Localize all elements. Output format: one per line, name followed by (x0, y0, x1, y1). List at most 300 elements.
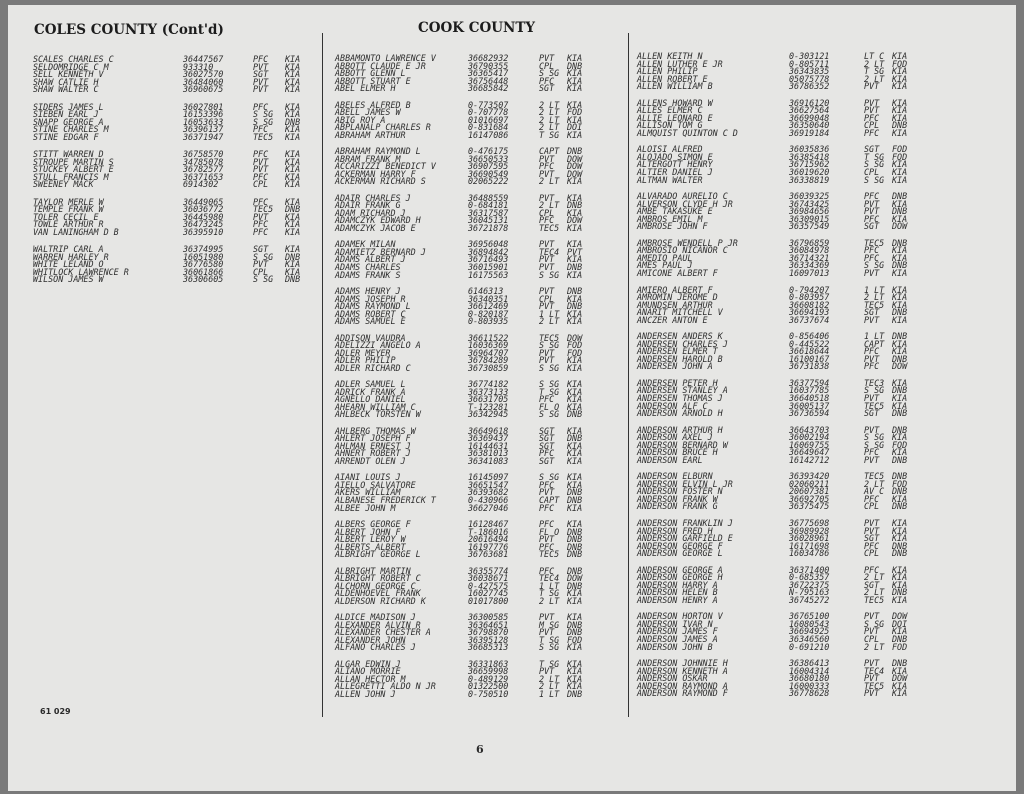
entry-serial-number: 36395128 (468, 634, 509, 645)
entry-status: DOW (892, 611, 908, 622)
entry-name: ANDERSEN THOMAS J (637, 392, 723, 403)
entry-status: KIA (892, 51, 908, 61)
entry-status: PVT (567, 246, 583, 257)
entry-status: KIA (892, 292, 908, 303)
entry-status: KIA (567, 595, 583, 606)
entry-grade: PFC (864, 112, 880, 123)
entry-grade: TEC5 (864, 400, 885, 411)
entry-name: TAYLOR MERLE W (33, 196, 104, 207)
entry-serial-number: 36369437 (468, 433, 509, 444)
entry-status: FOD (567, 340, 583, 351)
entry-grade: TEC4 (539, 246, 560, 257)
entry-name: ANDERSON ARNOLD H (637, 408, 723, 419)
entry-status: KIA (285, 226, 301, 237)
entry-grade: PVT (253, 259, 269, 270)
entry-grade: SGT (864, 307, 880, 318)
entry-name: AMBE TAKASUKE E (637, 206, 713, 217)
entry-name: ADAMCZYK EDWARD H (335, 215, 421, 226)
entry-serial-number: 36694925 (789, 626, 830, 637)
entry-status: KIA (567, 316, 583, 327)
entry-name: ALLAN HECTOR M (335, 673, 406, 684)
entry-name: ANDERSON FRED H (637, 525, 713, 536)
entry-status: DNB (892, 120, 908, 131)
entry-name: ADLER SAMUEL L (335, 379, 406, 390)
entry-status: KIA (892, 174, 908, 185)
entry-status: KIA (892, 688, 908, 699)
entry-grade: S SG (864, 432, 885, 443)
entry-status: KIA (567, 673, 583, 684)
entry-name: ANDERSON BRUCE H (637, 447, 718, 458)
entry-grade: PVT (253, 211, 269, 222)
entry-status: KIA (567, 394, 583, 405)
entry-name: ALBANESE FREDERICK T (335, 495, 436, 506)
entry-serial-number: 01016697 (468, 114, 509, 125)
entry-name: ABBAMONTO LAWRENCE V (335, 53, 436, 63)
entry-status: DNB (892, 471, 908, 482)
entry-grade: CPL (539, 60, 555, 71)
entry-grade: PFC (539, 519, 555, 529)
entry-name: ADAMS ROBERT C (335, 308, 406, 319)
entry-serial-number: 36745272 (789, 594, 830, 605)
entry-status: KIA (567, 472, 583, 483)
entry-name: ADAMS CHARLES (335, 262, 401, 273)
entry-name: AMEDIO PAUL (637, 252, 693, 263)
entry-serial-number: 36690549 (468, 168, 509, 179)
entry-grade: CAPT (539, 146, 560, 157)
entry-serial-number: 02060211 (789, 478, 830, 489)
entry-status: DNB (892, 260, 908, 271)
entry-grade: PVT (539, 286, 555, 296)
entry-status: KIA (892, 680, 908, 691)
entry-serial-number: 16080543 (789, 618, 830, 629)
entry-status: DNB (892, 634, 908, 645)
entry-grade: TEC5 (539, 332, 560, 343)
entry-serial-number: 36395910 (183, 226, 224, 237)
entry-status: FOD (567, 107, 583, 118)
entry-serial-number: 36731838 (789, 361, 830, 372)
entry-serial-number: 36377594 (789, 377, 830, 388)
entry-grade: SGT (864, 221, 880, 232)
entry-status: DNB (892, 206, 908, 217)
entry-serial-number: 16097013 (789, 267, 830, 278)
entry-status: DNB (567, 409, 583, 420)
entry-name: ANDERSEN HAROLD B (637, 353, 723, 364)
entry-status: DNB (285, 274, 301, 285)
entry-serial-number: 933310 (183, 61, 214, 72)
entry-name: ACKERMAN HARRY F (335, 168, 416, 179)
entry-serial-number: 0-773507 (468, 99, 509, 110)
entry-status: DNB (567, 146, 583, 157)
entry-grade: PFC (864, 564, 880, 575)
entry-grade: PVT (864, 424, 880, 435)
entry-grade: AV C (864, 486, 885, 497)
entry-grade: TEC5 (864, 299, 885, 310)
entry-grade: SGT (864, 408, 880, 419)
entry-status: DNB (892, 548, 908, 559)
entry-grade: PFC (253, 219, 269, 230)
entry-name: ALBRIGHT GEORGE L (335, 549, 421, 560)
entry-name: ALFANO CHARLES J (335, 642, 416, 653)
entry-status: KIA (567, 681, 583, 692)
entry-status: KIA (567, 386, 583, 397)
entry-status: FOD (892, 58, 908, 69)
entry-grade: PVT (539, 347, 555, 358)
entry-grade: 2 LT (539, 595, 560, 606)
entry-status: DNB (567, 565, 583, 576)
entry-name: ALLEGRETTI ALDO N JR (335, 681, 436, 692)
entry-grade: SGT (253, 244, 269, 254)
entry-serial-number: 36618644 (789, 346, 830, 357)
entry-status: KIA (285, 179, 301, 190)
entry-name: ADAMS HENRY J (335, 286, 401, 296)
entry-grade: SGT (864, 579, 880, 590)
entry-name: ANDERSEN CHARLES J (637, 338, 728, 349)
entry-grade: S SG (539, 642, 560, 653)
entry-serial-number: 16145097 (468, 472, 509, 483)
entry-grade: M SG (539, 619, 560, 630)
entry-grade: 2 LT (864, 58, 885, 69)
entry-serial-number: 36484060 (183, 76, 224, 87)
entry-name: ADAMS RAYMOND L (335, 301, 411, 312)
entry-status: KIA (892, 97, 908, 108)
entry-grade: PVT (539, 355, 555, 366)
entry-name: ANCZER ANTON E (637, 314, 708, 325)
entry-name: AMBROSE JOHN F (637, 221, 708, 232)
entry-name: SWEENEY MACK (33, 179, 94, 190)
entry-status: KIA (567, 401, 583, 412)
entry-name: SIEBEN EARL J (33, 109, 99, 120)
entry-serial-number: 36038671 (468, 573, 509, 584)
entry-name: ANDERSON GEORGE H (637, 572, 723, 583)
entry-grade: SGT (864, 144, 880, 155)
entry-name: WHITLOCK LAWRENCE R (33, 266, 129, 277)
entry-name: ALDENHOEVEL FRANK (335, 588, 421, 599)
entry-status: KIA (567, 83, 583, 94)
entry-status: KIA (892, 66, 908, 77)
entry-grade: PVT (864, 454, 880, 465)
entry-name: ADLER MEYER (335, 347, 391, 358)
entry-serial-number: 36338819 (789, 174, 830, 185)
entry-name: ADLER PHILIP (335, 355, 396, 366)
entry-grade: 2 LT (864, 641, 885, 652)
entry-status: KIA (892, 105, 908, 116)
entry-name: ALTMAN WALTER (637, 174, 703, 185)
entry-status: KIA (892, 518, 908, 528)
entry-grade: S SG (253, 274, 274, 285)
entry-status: DNB (567, 627, 583, 638)
entry-status: DOW (892, 673, 908, 684)
entry-serial-number: 16069755 (789, 439, 830, 450)
entry-name: ABBOTT STUART E (335, 75, 411, 86)
entry-status: KIA (567, 207, 583, 218)
entry-serial-number: 36445980 (183, 211, 224, 222)
entry-name: ANDERSON AXEL J (637, 432, 713, 443)
entry-status: KIA (567, 222, 583, 233)
entry-name: ANDERSON ARTHUR H (637, 424, 723, 435)
entry-name: ANDERSEN STANLEY A (637, 385, 728, 396)
entry-name: ANDERSON JAMES F (637, 626, 718, 637)
entry-name: STROUPE MARTIN S (33, 156, 114, 167)
entry-status: KIA (567, 612, 583, 623)
entry-grade: PVT (864, 611, 880, 622)
entry-grade: S SG (864, 260, 885, 271)
entry-grade: CPL (864, 548, 880, 559)
entry-status: DNB (892, 587, 908, 598)
entry-serial-number: 36039325 (789, 191, 830, 202)
entry-grade: PVT (539, 153, 555, 164)
entry-grade: 2 LT (539, 673, 560, 684)
entry-name: ADRICK FRANK A (335, 386, 406, 397)
entry-name: ANDERSON HELEN B (637, 587, 718, 598)
entry-serial-number: 36612469 (468, 301, 509, 312)
entry-serial-number: 36782577 (183, 164, 224, 175)
entry-serial-number: 36343835 (789, 66, 830, 77)
entry-serial-number: 36919184 (789, 127, 830, 138)
entry-grade: 2 LT (539, 107, 560, 118)
entry-name: ALBERT JOHN F (335, 526, 401, 537)
entry-status: KIA (567, 519, 583, 529)
entry-serial-number: 36608182 (789, 299, 830, 310)
entry-serial-number: 36650533 (468, 153, 509, 164)
entry-status: KIA (285, 101, 301, 112)
entry-serial-number: 16128467 (468, 519, 509, 529)
entry-status: KIA (892, 579, 908, 590)
entry-name: AMROMIN JEROME D (637, 292, 718, 303)
entry-grade: PVT (864, 518, 880, 528)
entry-status: DNB (892, 237, 908, 248)
entry-grade: PFC (864, 252, 880, 263)
entry-grade: CPL (539, 293, 555, 304)
entry-status: KIA (892, 245, 908, 256)
entry-grade: S SG (864, 385, 885, 396)
entry-name: AKERS WILLIAM (335, 487, 401, 498)
entry-grade: PVT (864, 392, 880, 403)
entry-name: ADAMS JOSEPH R (335, 293, 406, 304)
entry-name: AMES PAUL J (637, 260, 693, 271)
entry-grade: PFC (539, 502, 555, 513)
county-header-coles: COLES COUNTY (Cont'd) (34, 22, 224, 38)
entry-status: KIA (285, 149, 301, 159)
entry-status: KIA (285, 164, 301, 175)
entry-status: KIA (567, 588, 583, 599)
entry-serial-number: 36447567 (183, 54, 224, 64)
entry-serial-number: 16147086 (468, 129, 509, 140)
entry-name: ALBERTS ALBERT (335, 541, 406, 552)
entry-grade: PVT (864, 658, 880, 669)
column-divider (322, 33, 323, 717)
entry-serial-number: 36649647 (789, 447, 830, 458)
entry-status: DOW (567, 332, 583, 343)
entry-name: ANDERSEN PETER H (637, 377, 718, 388)
entry-name: ALEXANDER JOHN (335, 634, 406, 645)
entry-serial-number: 36649618 (468, 425, 509, 436)
entry-serial-number: 36300585 (468, 612, 509, 623)
entry-serial-number: 36386413 (789, 658, 830, 669)
entry-serial-number: 36306605 (183, 274, 224, 285)
entry-status: DNB (892, 331, 908, 342)
entry-grade: CPL (864, 167, 880, 178)
entry-status: KIA (892, 626, 908, 637)
entry-grade: PVT (864, 525, 880, 536)
entry-status: KIA (892, 167, 908, 178)
entry-grade: PFC (864, 361, 880, 372)
entry-status: KIA (892, 564, 908, 575)
entry-grade: TEC5 (864, 237, 885, 248)
entry-grade: TEC5 (253, 131, 274, 142)
entry-grade: 2 LT (539, 316, 560, 327)
entry-status: KIA (285, 131, 301, 142)
entry-status: KIA (567, 479, 583, 490)
entry-name: ANARIT MITCHELL V (637, 307, 723, 318)
entry-status: KIA (285, 196, 301, 207)
entry-name: ANDERSON GEORGE A (637, 564, 723, 575)
entry-name: ALLEN JOHN J (335, 688, 396, 699)
entry-name: WALTRIP CARL A (33, 244, 104, 254)
entry-name: ANDERSON JAMES A (637, 634, 718, 645)
entry-status: DNB (567, 619, 583, 630)
entry-serial-number: 16036369 (468, 340, 509, 351)
entry-grade: PFC (253, 54, 269, 64)
entry-name: ABRAHAM ARTHUR (335, 129, 406, 140)
entry-grade: 1 LT (864, 284, 885, 295)
entry-serial-number: 16004314 (789, 665, 830, 676)
entry-grade: PVT (539, 168, 555, 179)
entry-status: DOI (892, 618, 908, 629)
entry-status: KIA (567, 239, 583, 250)
entry-name: ALLEN PHILIP (637, 66, 698, 77)
entry-status: KIA (567, 75, 583, 86)
entry-status: DNB (892, 540, 908, 551)
entry-status: DOW (892, 361, 908, 372)
entry-status: KIA (892, 112, 908, 123)
entry-status: KIA (892, 665, 908, 676)
entry-status: DNB (567, 262, 583, 273)
entry-name: ANDERSON HORTON V (637, 611, 723, 622)
entry-serial-number: 36894842 (468, 246, 509, 257)
entry-serial-number: 36989928 (789, 525, 830, 536)
entry-name: ANDERSON JOHNNIE H (637, 658, 728, 669)
entry-grade: SGT (539, 440, 555, 451)
entry-status: DNB (892, 353, 908, 364)
entry-serial-number: 36694193 (789, 307, 830, 318)
entry-status: DNB (892, 307, 908, 318)
entry-name: AHLBERG THOMAS W (335, 425, 416, 436)
entry-status: KIA (567, 455, 583, 466)
entry-serial-number: 0-803957 (789, 292, 830, 303)
entry-name: VAN LANINGHAM D B (33, 226, 119, 237)
entry-status: KIA (567, 192, 583, 203)
entry-serial-number: 36393682 (468, 487, 509, 498)
entry-serial-number: 0-430966 (468, 495, 509, 506)
entry-status: KIA (892, 493, 908, 504)
entry-serial-number: 36796859 (789, 237, 830, 248)
entry-status: DNB (892, 501, 908, 512)
entry-status: DNB (285, 204, 301, 215)
entry-name: ABBOTT GLENN L (335, 68, 406, 79)
form-number: 61 029 (40, 707, 71, 716)
entry-grade: PFC (864, 447, 880, 458)
entry-grade: PFC (253, 196, 269, 207)
entry-grade: PFC (864, 493, 880, 504)
entry-status: DNB (567, 495, 583, 506)
entry-name: ALEXANDER CHESTER A (335, 627, 431, 638)
entry-name: AIANI LOUIS J (335, 472, 401, 483)
entry-serial-number: 36763681 (468, 549, 509, 560)
roster-page (8, 5, 1016, 791)
entry-serial-number: 0-707778 (468, 107, 509, 118)
entry-name: SNAPP GEORGE A (33, 116, 104, 127)
entry-grade: PVT (864, 206, 880, 217)
entry-status: DNB (892, 385, 908, 396)
entry-status: KIA (892, 392, 908, 403)
entry-name: ALDICE MADISON J (335, 612, 416, 623)
entry-grade: 1 LT (539, 580, 560, 591)
entry-name: ALDERSON RICHARD K (335, 595, 426, 606)
entry-serial-number: 36775698 (789, 518, 830, 528)
entry-name: ANDERSON OSKAR (637, 673, 708, 684)
entry-serial-number: 36317587 (468, 207, 509, 218)
entry-name: TOWLE ARTHUR R (33, 219, 104, 230)
entry-name: ADAIR FRANK G (335, 200, 401, 211)
entry-status: KIA (567, 114, 583, 125)
entry-serial-number: 6914302 (183, 179, 219, 190)
entry-name: SHAW WALTER C (33, 84, 99, 95)
entry-status: KIA (567, 254, 583, 265)
entry-name: ANDERSON ALF C (637, 400, 708, 411)
entry-name: ALBERS GEORGE F (335, 519, 411, 529)
entry-grade: T SG (539, 129, 560, 140)
entry-name: ANDERSEN JOHN A (637, 361, 713, 372)
entry-serial-number: 0-684181 (468, 200, 509, 211)
entry-grade: SGT (539, 425, 555, 436)
entry-status: FOD (892, 144, 908, 155)
entry-name: ALLIE LEONARD E (637, 112, 713, 123)
entry-grade: S SG (253, 251, 274, 262)
entry-grade: PFC (539, 161, 555, 172)
entry-grade: S SG (864, 174, 885, 185)
entry-name: STULL FRANCIS M (33, 171, 109, 182)
entry-status: DNB (285, 251, 301, 262)
entry-status: KIA (285, 171, 301, 182)
entry-serial-number: 0-303121 (789, 51, 830, 61)
entry-status: DNB (567, 541, 583, 552)
entry-serial-number: 02065222 (468, 176, 509, 187)
entry-grade: PVT (253, 156, 269, 167)
entry-name: ALBERT LEROY W (335, 534, 406, 545)
entry-grade: 2 LT (539, 681, 560, 692)
entry-name: ACCARIZZI BENEDICT V (335, 161, 436, 172)
entry-serial-number: 36730859 (468, 362, 509, 373)
entry-serial-number: 36714321 (789, 252, 830, 263)
entry-grade: 2 LT (539, 99, 560, 110)
entry-name: ADAM RICHARD J (335, 207, 406, 218)
entry-status: DNB (892, 424, 908, 435)
entry-grade: T SG (539, 634, 560, 645)
entry-status: KIA (285, 124, 301, 135)
entry-grade: 2 LT (539, 122, 560, 133)
entry-grade: 2 LT (864, 478, 885, 489)
entry-status: KIA (567, 658, 583, 669)
entry-status: KIA (892, 533, 908, 544)
entry-status: KIA (892, 400, 908, 411)
entry-name: ACKERMAN RICHARD S (335, 176, 426, 187)
entry-name: ANDERSON FRANK W (637, 493, 718, 504)
entry-serial-number: 36015901 (468, 262, 509, 273)
entry-name: AGNELLO DANIEL (335, 394, 406, 405)
entry-serial-number: 36449065 (183, 196, 224, 207)
entry-status: DNB (567, 526, 583, 537)
entry-name: ANDERSON HARRY A (637, 579, 718, 590)
